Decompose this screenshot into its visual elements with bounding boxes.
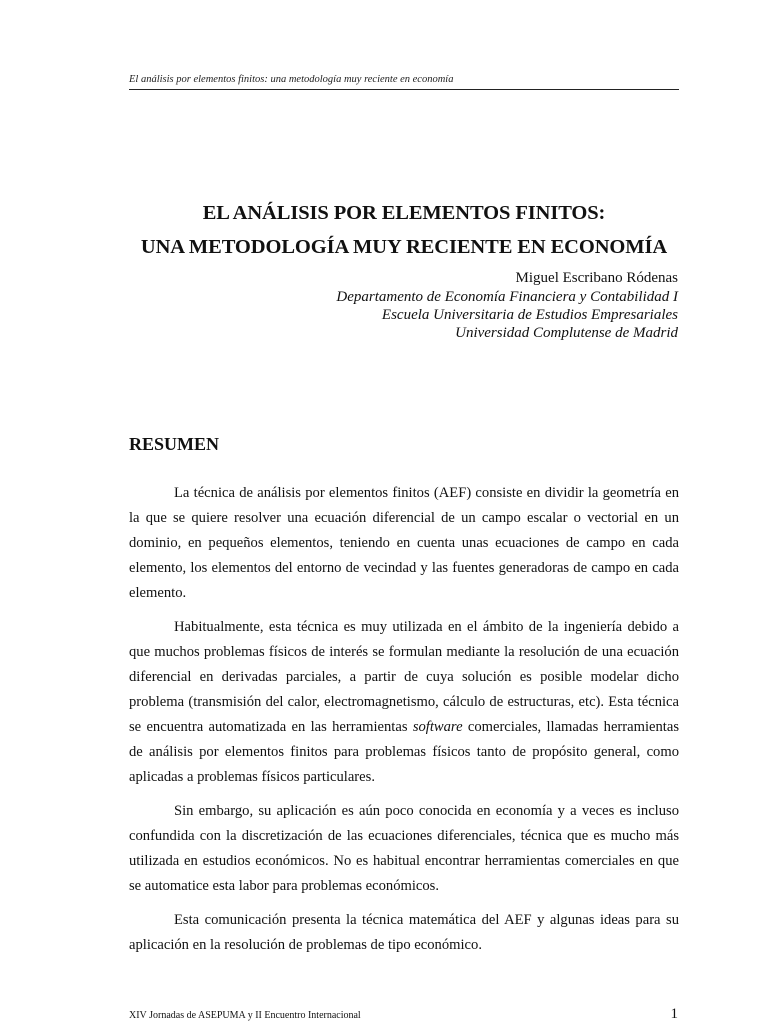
- software-term: software: [412, 719, 463, 735]
- author-school: Escuela Universitaria de Estudios Empresariales: [381, 307, 678, 323]
- abstract-paragraph-4: Esta comunicación presenta la técnica matemática del AEF y algunas ideas para su aplicación en la resolución de problemas de tipo económico.: [129, 912, 679, 953]
- author-name: Miguel Escribano Ródenas: [515, 270, 678, 286]
- paper-title-line-2: UNA METODOLOGÍA MUY RECIENTE EN ECONOMÍA: [140, 236, 668, 258]
- author-department: Departamento de Economía Financiera y Contabilidad I: [336, 289, 678, 305]
- header-rule: [129, 89, 679, 90]
- abstract-paragraph-2-text-b: comerciales, llamadas herramientas de análisis por elementos finitos para problemas físicos tanto de propósito general, como aplicadas a problemas físicos particulares.: [129, 719, 680, 785]
- abstract-body: [129, 481, 679, 967]
- running-header: El análisis por elementos finitos: una metodología muy reciente en economía: [129, 74, 454, 85]
- abstract-paragraph-2-text-a: Habitualmente, esta técnica es muy utilizada en el ámbito de la ingeniería debido a que muchos problemas físicos de interés se formulan mediante la resolución de una ecuación diferencial en derivadas parciales, a partir de cuya solución es posible modelar dicho problema (transmisión del calor, electromagnetismo, cálculo de estructuras, etc). Esta técnica se encuentra automatizada en las herramientas: [129, 619, 679, 735]
- author-university: Universidad Complutense de Madrid: [455, 325, 678, 341]
- abstract-heading: RESUMEN: [129, 434, 220, 454]
- footer-conference: XIV Jornadas de ASEPUMA y II Encuentro Internacional: [129, 1010, 361, 1021]
- paper-title-line-1: EL ANÁLISIS POR ELEMENTOS FINITOS:: [202, 202, 606, 224]
- abstract-paragraph-2: [129, 615, 679, 790]
- abstract-paragraph-3: Sin embargo, su aplicación es aún poco conocida en economía y a veces es incluso confundida con la discretización de las ecuaciones diferenciales, técnica que es mucho más utilizada en estudios económicos. No es habitual encontrar herramientas comerciales en que se automatice esta labor para problemas económicos.: [129, 803, 679, 894]
- page-number: 1: [670, 1006, 678, 1022]
- abstract-paragraph-1: La técnica de análisis por elementos finitos (AEF) consiste en dividir la geometría en la que se quiere resolver una ecuación diferencial de un campo escalar o vectorial en un dominio, en pequeños elementos, teniendo en cuenta unas ecuaciones de campo en cada elemento, los elementos del entorno de vecindad y las fuentes generadoras de campo en cada elemento.: [129, 485, 679, 601]
